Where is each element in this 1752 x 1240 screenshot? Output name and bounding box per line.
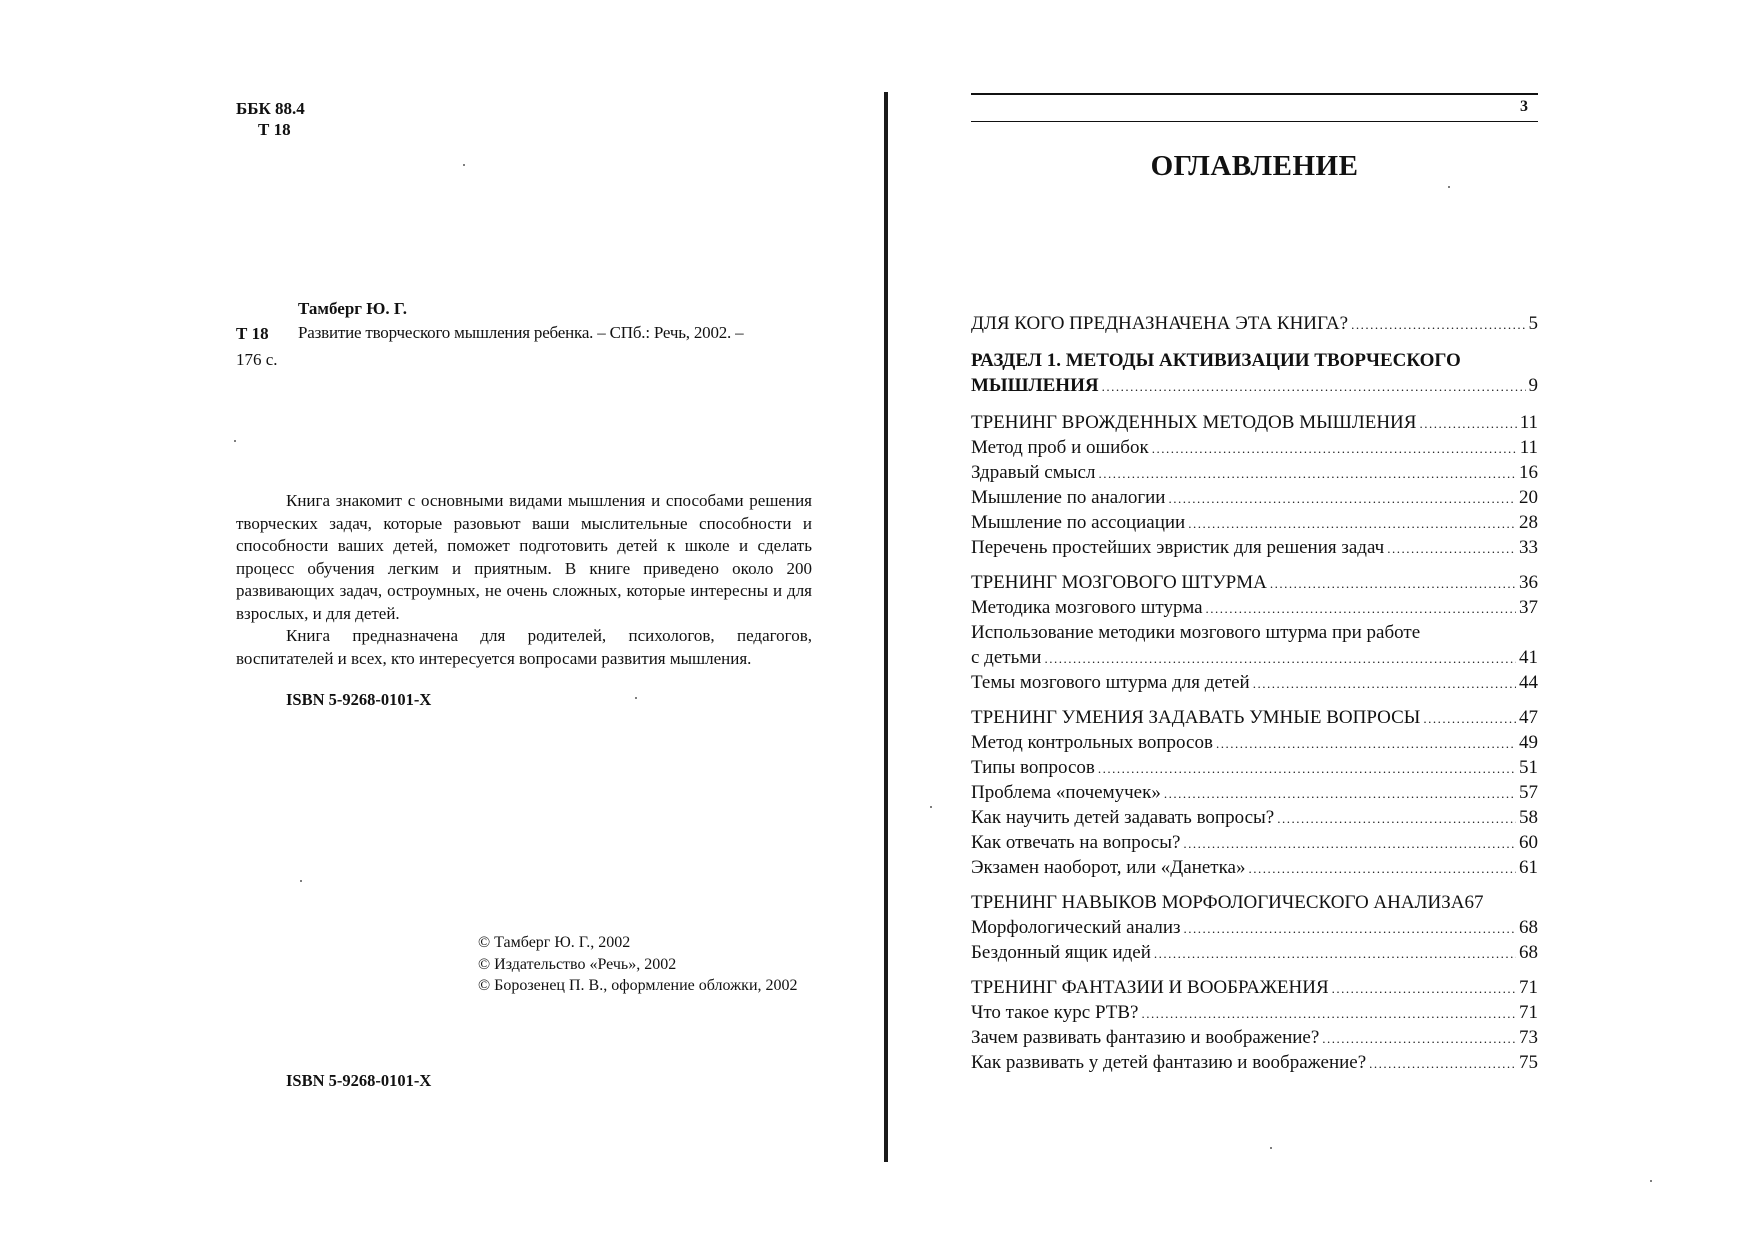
toc-label: с детьми bbox=[971, 647, 1042, 668]
scan-speck bbox=[930, 806, 932, 808]
copyright-line: © Тамберг Ю. Г., 2002 bbox=[478, 934, 631, 951]
leader-dots bbox=[1423, 706, 1516, 731]
toc-entry-part1[interactable] bbox=[971, 373, 1538, 398]
copyright-line: © Издательство «Речь», 2002 bbox=[478, 955, 677, 973]
copyright-block bbox=[478, 932, 798, 997]
toc-entry[interactable] bbox=[971, 1050, 1538, 1075]
toc-page: 49 bbox=[1519, 732, 1538, 753]
toc-label: Бездонный ящик идей bbox=[971, 942, 1151, 963]
toc-entry[interactable] bbox=[971, 595, 1538, 620]
scan-speck bbox=[1448, 186, 1450, 188]
toc-part1-line1: РАЗДЕЛ 1. МЕТОДЫ АКТИВИЗАЦИИ ТВОРЧЕСКОГО bbox=[971, 350, 1461, 371]
toc-page: 61 bbox=[1519, 857, 1538, 878]
leader-dots bbox=[1332, 976, 1516, 1001]
toc-entry[interactable] bbox=[971, 830, 1538, 855]
toc-entry[interactable] bbox=[971, 535, 1538, 560]
scan-speck bbox=[234, 440, 236, 442]
toc-label: ТРЕНИНГ ФАНТАЗИИ И ВООБРАЖЕНИЯ bbox=[971, 977, 1329, 998]
leader-dots bbox=[1387, 536, 1516, 561]
leader-dots bbox=[1164, 781, 1516, 806]
annotation-paragraph-2: Книга предназначена для родителей, психологов, педагогов, воспитателей и всех, кто интересуется вопросами развития мышления. bbox=[236, 626, 812, 668]
toc-label: Экзамен наоборот, или «Данетка» bbox=[971, 857, 1246, 878]
leader-dots bbox=[1188, 511, 1516, 536]
toc-page: 68 bbox=[1519, 917, 1538, 938]
toc-page: 57 bbox=[1519, 782, 1538, 803]
toc-page: 67 bbox=[1464, 892, 1484, 913]
leader-dots bbox=[1351, 312, 1525, 337]
toc-entry-section-5[interactable] bbox=[971, 975, 1538, 1000]
annotation bbox=[236, 490, 812, 670]
header-rule bbox=[971, 93, 1538, 95]
leader-dots bbox=[1369, 1051, 1516, 1076]
toc-label: Мышление по ассоциации bbox=[971, 512, 1186, 533]
toc-entry[interactable] bbox=[971, 855, 1538, 880]
bbk-code: ББК 88.4 bbox=[236, 99, 305, 118]
toc-page: 16 bbox=[1519, 462, 1538, 483]
toc-label: Как научить детей задавать вопросы? bbox=[971, 807, 1275, 828]
toc-entry[interactable] bbox=[971, 780, 1538, 805]
toc-page: 71 bbox=[1519, 977, 1538, 998]
book-spine bbox=[884, 92, 888, 1162]
toc-title: ОГЛАВЛЕНИЕ bbox=[1150, 150, 1359, 182]
scan-speck bbox=[300, 880, 302, 882]
toc-label: Методика мозгового штурма bbox=[971, 597, 1203, 618]
toc-label: ТРЕНИНГ МОЗГОВОГО ШТУРМА bbox=[971, 572, 1267, 593]
toc-page: 11 bbox=[1519, 412, 1538, 433]
toc-entry[interactable] bbox=[971, 1025, 1538, 1050]
leader-dots bbox=[1141, 1001, 1516, 1026]
toc-page: 33 bbox=[1519, 537, 1538, 558]
toc-label: МЫШЛЕНИЯ bbox=[971, 375, 1099, 396]
toc-page: 71 bbox=[1519, 1002, 1538, 1023]
toc-entry-line1: Использование методики мозгового штурма при работе bbox=[971, 622, 1421, 643]
toc-entry[interactable] bbox=[971, 805, 1538, 830]
leader-dots bbox=[1277, 806, 1516, 831]
toc-entry[interactable] bbox=[971, 645, 1538, 670]
leader-dots bbox=[1419, 411, 1516, 436]
toc-page: 58 bbox=[1519, 807, 1538, 828]
scan-speck bbox=[463, 164, 465, 166]
toc-label: Как развивать у детей фантазию и воображение? bbox=[971, 1052, 1367, 1073]
toc-label: Что такое курс РТВ? bbox=[971, 1002, 1139, 1023]
toc-entry[interactable] bbox=[971, 670, 1538, 695]
toc-page: 47 bbox=[1519, 707, 1538, 728]
leader-dots bbox=[1322, 1026, 1516, 1051]
leader-dots bbox=[1206, 596, 1516, 621]
toc-page: 36 bbox=[1519, 572, 1538, 593]
copyright-line: © Борозенец П. В., оформление обложки, 2002 bbox=[478, 977, 798, 994]
toc-page: 60 bbox=[1519, 832, 1538, 853]
toc-page: 9 bbox=[1528, 375, 1538, 396]
toc-entry-section-1[interactable] bbox=[971, 410, 1538, 435]
toc-label: Здравый смысл bbox=[971, 462, 1096, 483]
scan-speck bbox=[635, 697, 637, 699]
leader-dots bbox=[1168, 486, 1516, 511]
toc-page: 75 bbox=[1519, 1052, 1538, 1073]
toc-entry[interactable] bbox=[971, 510, 1538, 535]
toc-page: 20 bbox=[1519, 487, 1538, 508]
leader-dots bbox=[1098, 461, 1516, 486]
toc-entry[interactable] bbox=[971, 1000, 1538, 1025]
bbk-block bbox=[236, 98, 305, 140]
toc-entry[interactable] bbox=[971, 485, 1538, 510]
scan-speck bbox=[1270, 1147, 1272, 1149]
toc-entry-section-4[interactable] bbox=[971, 890, 1538, 915]
toc-label: Типы вопросов bbox=[971, 757, 1095, 778]
toc-entry-section-2[interactable] bbox=[971, 570, 1538, 595]
toc-label: Мышление по аналогии bbox=[971, 487, 1166, 508]
annotation-paragraph-1: Книга знакомит с основными видами мышления и способами решения творческих задач, которые разовьют ваши мыслительные способности и способности ваших детей, поможет подготовить детей к школе и сделать процесс обучения легким и приятным. В книге приведено около 200 развивающих задач, остроумных, не очень сложных, которые интересны и для взрослых, и для детей. bbox=[236, 491, 812, 623]
toc-entry[interactable] bbox=[971, 730, 1538, 755]
toc-label: Как отвечать на вопросы? bbox=[971, 832, 1181, 853]
leader-dots bbox=[1253, 671, 1516, 696]
toc-label: Метод контрольных вопросов bbox=[971, 732, 1213, 753]
header-rule-bottom bbox=[971, 121, 1538, 122]
author-name: Тамберг Ю. Г. bbox=[298, 299, 408, 318]
toc-entry-intro[interactable] bbox=[971, 311, 1538, 336]
toc-label: ДЛЯ КОГО ПРЕДНАЗНАЧЕНА ЭТА КНИГА? bbox=[971, 313, 1349, 334]
toc-page: 68 bbox=[1519, 942, 1538, 963]
leader-dots bbox=[1216, 731, 1516, 756]
leader-dots bbox=[1098, 756, 1516, 781]
toc-label: Перечень простейших эвристик для решения задач bbox=[971, 537, 1385, 558]
toc-page: 73 bbox=[1519, 1027, 1538, 1048]
scan-speck bbox=[1650, 1180, 1652, 1182]
catalog-code: Т 18 bbox=[236, 324, 269, 343]
toc-entry[interactable] bbox=[971, 755, 1538, 780]
leader-dots bbox=[1044, 646, 1516, 671]
toc-entry[interactable] bbox=[971, 435, 1538, 460]
leader-dots bbox=[1154, 941, 1516, 966]
toc-entry-section-3[interactable] bbox=[971, 705, 1538, 730]
table-of-contents bbox=[971, 311, 1538, 1075]
leader-dots bbox=[1102, 374, 1526, 399]
leader-dots bbox=[1248, 856, 1516, 881]
toc-label: Проблема «почемучек» bbox=[971, 782, 1161, 803]
toc-label: ТРЕНИНГ ВРОЖДЕННЫХ МЕТОДОВ МЫШЛЕНИЯ bbox=[971, 412, 1417, 433]
toc-page: 41 bbox=[1519, 647, 1538, 668]
leader-dots bbox=[1183, 831, 1516, 856]
toc-page: 11 bbox=[1519, 437, 1538, 458]
catalog-index: Т 18 bbox=[258, 120, 291, 139]
toc-label: Зачем развивать фантазию и воображение? bbox=[971, 1027, 1320, 1048]
toc-page: 44 bbox=[1519, 672, 1538, 693]
leader-dots bbox=[1152, 436, 1517, 461]
toc-page: 28 bbox=[1519, 512, 1538, 533]
isbn-top: ISBN 5-9268-0101-Х bbox=[286, 690, 432, 709]
page-count: 176 с. bbox=[236, 350, 278, 369]
toc-label: Темы мозгового штурма для детей bbox=[971, 672, 1250, 693]
catalog-description: Развитие творческого мышления ребенка. – СПб.: Речь, 2002. – bbox=[298, 323, 744, 342]
toc-label: Метод проб и ошибок bbox=[971, 437, 1149, 458]
leader-dots bbox=[1184, 916, 1517, 941]
isbn-bottom: ISBN 5-9268-0101-Х bbox=[286, 1071, 432, 1090]
toc-page: 37 bbox=[1519, 597, 1538, 618]
toc-entry[interactable] bbox=[971, 460, 1538, 485]
page-number: 3 bbox=[1520, 98, 1528, 115]
leader-dots bbox=[1270, 571, 1516, 596]
toc-entry[interactable] bbox=[971, 915, 1538, 940]
toc-label: Морфологический анализ bbox=[971, 917, 1181, 938]
toc-entry[interactable] bbox=[971, 940, 1538, 965]
toc-label: ТРЕНИНГ НАВЫКОВ МОРФОЛОГИЧЕСКОГО АНАЛИЗА bbox=[971, 892, 1465, 913]
toc-label: ТРЕНИНГ УМЕНИЯ ЗАДАВАТЬ УМНЫЕ ВОПРОСЫ bbox=[971, 707, 1421, 728]
toc-page: 51 bbox=[1519, 757, 1538, 778]
toc-page: 5 bbox=[1528, 313, 1538, 334]
